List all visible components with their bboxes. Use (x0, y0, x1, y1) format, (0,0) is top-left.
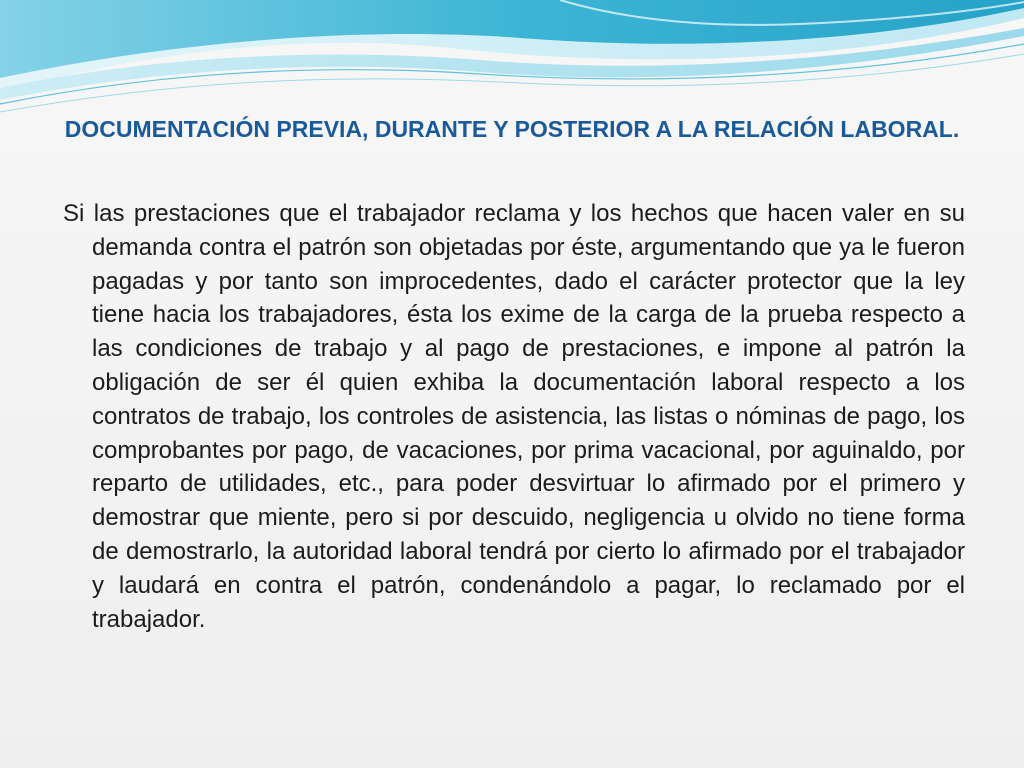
slide-body-paragraph: Si las prestaciones que el trabajador reclama y los hechos que hacen valer en su demanda contra el patrón son objetadas por éste, argumentando que ya le fueron pagadas y por tanto son improcedentes, dado el carácter protector que la ley tiene hacia los trabajadores, ésta los exime de la carga de la prueba respecto a las condiciones de trabajo y al pago de prestaciones, e impone al patrón la obligación de ser él quien exhiba la documentación laboral respecto a los contratos de trabajo, los controles de asistencia, las listas o nóminas de pago, los comprobantes por pago, de vacaciones, por prima vacacional, por aguinaldo, por reparto de utilidades, etc., para poder desvirtuar lo afirmado por el primero y demostrar que miente, pero si por descuido, negligencia u olvido no tiene forma de demostrarlo, la autoridad laboral tendrá por cierto lo afirmado por el trabajador y laudará en contra el patrón, condenándolo a pagar, lo reclamado por el trabajador. (63, 200, 965, 633)
slide-title: DOCUMENTACIÓN PREVIA, DURANTE Y POSTERIOR A LA RELACIÓN LABORAL. (64, 116, 960, 142)
decorative-wave-header (0, 0, 1024, 130)
